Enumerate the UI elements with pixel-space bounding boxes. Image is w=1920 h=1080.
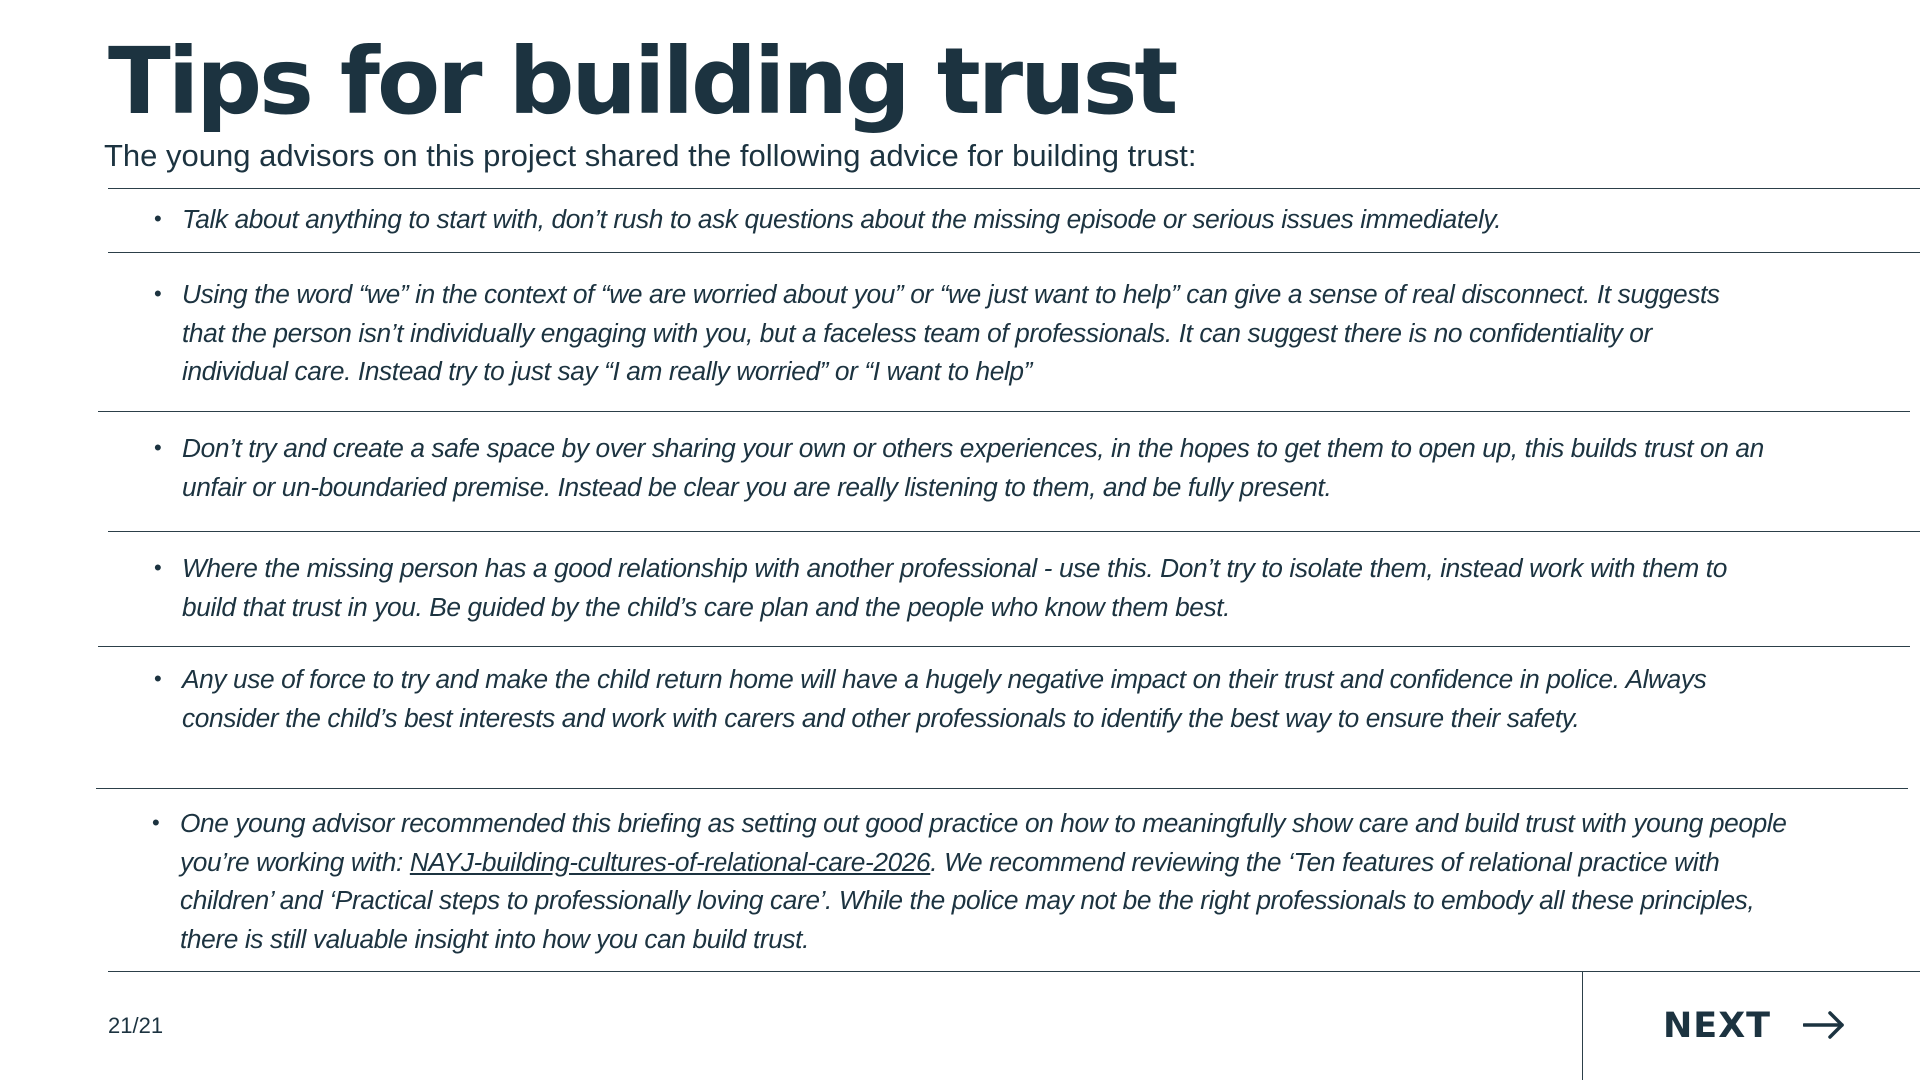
tip-item <box>152 804 1800 959</box>
bullet-icon: • <box>152 810 160 835</box>
tip-text: Using the word “we” in the context of “we are worried about you” or “we just want to help” can give a sense of real disconnect. It suggests that the person isn’t individually engaging with you, but a faceless team of professionals. It can suggest there is no confidentiality or individual care. Instead try to just say “I am really worried” or “I want to help” <box>182 279 1720 387</box>
bullet-icon: • <box>154 435 162 460</box>
divider <box>98 411 1910 412</box>
bullet-icon: • <box>154 666 162 691</box>
briefing-link[interactable]: NAYJ-building-cultures-of-relational-care-2026 <box>409 846 931 877</box>
tip-text: Any use of force to try and make the child return home will have a hugely negative impact on their trust and confidence in police. Always consider the child’s best interests and work with carers and other professionals to identify the best way to ensure their safety. <box>182 664 1707 733</box>
divider <box>98 646 1910 647</box>
divider <box>108 188 1920 189</box>
page-subtitle: The young advisors on this project shared the following advice for building trust: <box>104 138 1197 173</box>
tip-item <box>154 549 1782 626</box>
page-counter: 21/21 <box>108 1013 164 1038</box>
next-button-label: NEXT <box>1663 1006 1772 1046</box>
arrow-right-icon <box>1803 1010 1845 1040</box>
divider <box>96 788 1908 789</box>
tip-item <box>154 275 1752 391</box>
bullet-icon: • <box>154 281 162 306</box>
tip-text <box>180 804 1800 959</box>
tip-text: Talk about anything to start with, don’t rush to ask questions about the missing episode or serious issues immediately. <box>182 204 1502 234</box>
divider <box>108 252 1920 253</box>
bullet-icon: • <box>154 206 162 231</box>
tip-text-before: One young advisor recommended this briefing as setting out good practice on how to meaningfully show care and build trust with young people you’re working with: <box>180 808 1787 877</box>
divider <box>108 531 1920 532</box>
tip-text: Don’t try and create a safe space by over sharing your own or others experiences, in the hopes to get them to open up, this builds trust on an unfair or un-boundaried premise. Instead be clear you are really listening to them, and be fully present. <box>182 433 1764 502</box>
tip-text-after: . We recommend reviewing the ‘Ten features of relational practice with children’ and ‘Practical steps to professionally loving care’. While the police may not be the right professionals to embody all these principles, there is still valuable insight into how you can build trust. <box>180 846 1755 955</box>
tip-item <box>154 200 1802 239</box>
bullet-icon: • <box>154 555 162 580</box>
tip-text: Where the missing person has a good relationship with another professional - use this. Don’t try to isolate them, instead work with them to build that trust in you. Be guided by the child’s care plan and the people who know them best. <box>182 553 1727 622</box>
tip-item <box>154 660 1752 737</box>
tip-item <box>154 429 1782 506</box>
next-button[interactable] <box>1583 972 1920 1080</box>
page-title: Tips for building trust <box>108 28 1176 135</box>
